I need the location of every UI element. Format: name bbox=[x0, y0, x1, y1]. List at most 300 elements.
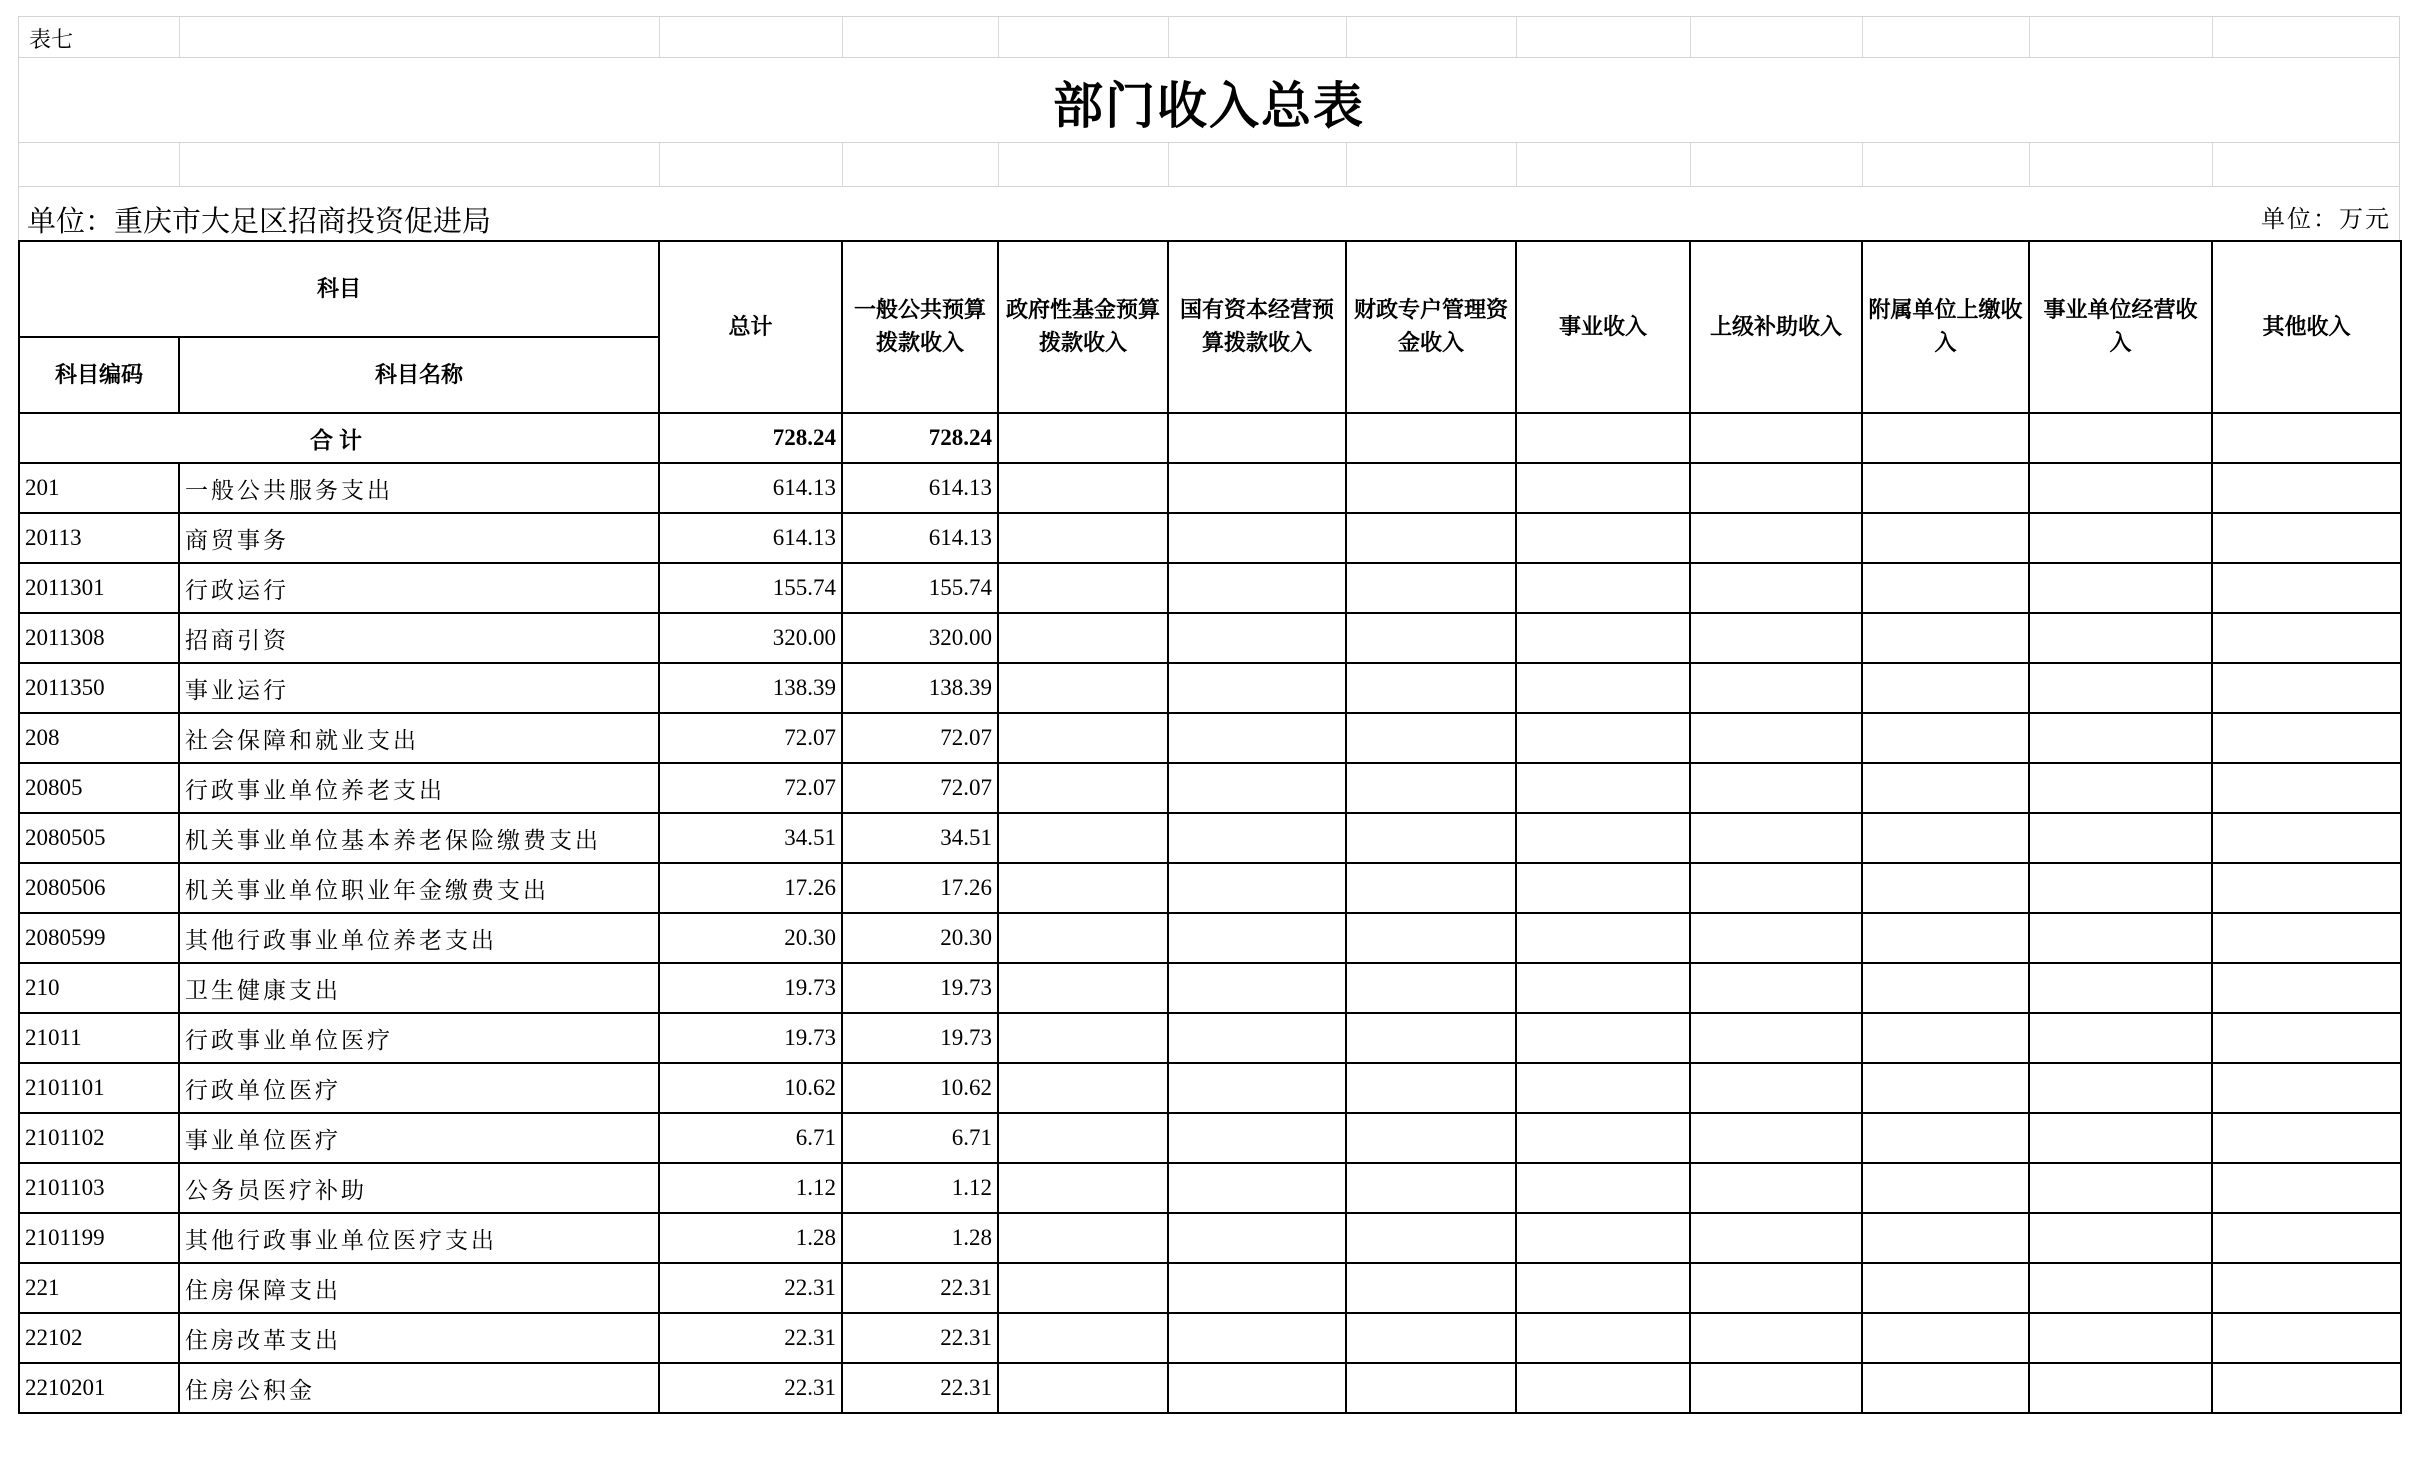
subject-name-cell: 其他行政事业单位养老支出 bbox=[179, 913, 659, 963]
empty-cell bbox=[1168, 763, 1346, 813]
header-subject-group: 科目 bbox=[19, 241, 659, 337]
general-budget-cell: 614.13 bbox=[842, 513, 998, 563]
total-cell: 72.07 bbox=[659, 713, 842, 763]
empty-cell bbox=[2212, 413, 2401, 463]
table-body bbox=[19, 413, 2401, 1413]
total-cell: 10.62 bbox=[659, 1063, 842, 1113]
empty-cell bbox=[2029, 1013, 2212, 1063]
empty-cell bbox=[1516, 763, 1690, 813]
table-row bbox=[19, 513, 2401, 563]
empty-cell bbox=[1862, 463, 2029, 513]
empty-cell bbox=[1168, 413, 1346, 463]
empty-cell bbox=[2212, 913, 2401, 963]
table-row bbox=[19, 463, 2401, 513]
general-budget-cell: 614.13 bbox=[842, 463, 998, 513]
general-budget-cell: 20.30 bbox=[842, 913, 998, 963]
page-title: 部门收入总表 bbox=[1053, 76, 1365, 135]
blank-row bbox=[18, 142, 2400, 186]
total-cell: 138.39 bbox=[659, 663, 842, 713]
subject-name-cell: 住房公积金 bbox=[179, 1363, 659, 1413]
empty-cell bbox=[1862, 1363, 2029, 1413]
empty-cell bbox=[1862, 1113, 2029, 1163]
empty-cell bbox=[1168, 1113, 1346, 1163]
empty-cell bbox=[2029, 1213, 2212, 1263]
empty-cell bbox=[1346, 763, 1516, 813]
empty-cell bbox=[1690, 713, 1862, 763]
empty-cell bbox=[998, 913, 1168, 963]
subject-name-cell: 行政单位医疗 bbox=[179, 1063, 659, 1113]
grid-line bbox=[179, 17, 180, 57]
empty-cell bbox=[1690, 863, 1862, 913]
empty-cell bbox=[2029, 1063, 2212, 1113]
empty-cell bbox=[1168, 1013, 1346, 1063]
total-cell: 22.31 bbox=[659, 1363, 842, 1413]
empty-cell bbox=[2212, 563, 2401, 613]
unit-row bbox=[18, 186, 2400, 240]
subject-code-cell: 20805 bbox=[19, 763, 179, 813]
empty-cell bbox=[1690, 463, 1862, 513]
subject-name-cell: 事业单位医疗 bbox=[179, 1113, 659, 1163]
empty-cell bbox=[998, 1013, 1168, 1063]
total-cell: 17.26 bbox=[659, 863, 842, 913]
empty-cell bbox=[1690, 1363, 1862, 1413]
empty-cell bbox=[1168, 1063, 1346, 1113]
empty-cell bbox=[1346, 663, 1516, 713]
header-subject-code: 科目编码 bbox=[19, 337, 179, 413]
sheet-label: 表七 bbox=[29, 27, 74, 52]
subject-code-cell: 2011350 bbox=[19, 663, 179, 713]
subject-code-cell: 2011308 bbox=[19, 613, 179, 663]
subject-code-cell: 2080505 bbox=[19, 813, 179, 863]
empty-cell bbox=[1346, 713, 1516, 763]
table-row bbox=[19, 713, 2401, 763]
table-row bbox=[19, 1113, 2401, 1163]
empty-cell bbox=[1346, 463, 1516, 513]
empty-cell bbox=[1516, 1313, 1690, 1363]
empty-cell bbox=[1516, 1013, 1690, 1063]
empty-cell bbox=[1346, 863, 1516, 913]
grid-line bbox=[2029, 143, 2030, 186]
header-other-income: 其他收入 bbox=[2212, 241, 2401, 413]
empty-cell bbox=[2212, 463, 2401, 513]
empty-cell bbox=[1168, 463, 1346, 513]
subject-name-cell: 招商引资 bbox=[179, 613, 659, 663]
empty-cell bbox=[1516, 1363, 1690, 1413]
empty-cell bbox=[1346, 513, 1516, 563]
empty-cell bbox=[1862, 563, 2029, 613]
empty-cell bbox=[1862, 1063, 2029, 1113]
empty-cell bbox=[2212, 1163, 2401, 1213]
total-cell: 34.51 bbox=[659, 813, 842, 863]
empty-cell bbox=[1346, 1213, 1516, 1263]
general-budget-cell: 1.28 bbox=[842, 1213, 998, 1263]
total-cell: 155.74 bbox=[659, 563, 842, 613]
table-row bbox=[19, 1263, 2401, 1313]
grid-line bbox=[1516, 17, 1517, 57]
empty-cell bbox=[998, 1313, 1168, 1363]
title-row bbox=[18, 57, 2400, 142]
empty-cell bbox=[2029, 1263, 2212, 1313]
subject-code-cell: 20113 bbox=[19, 513, 179, 563]
subject-name-cell: 事业运行 bbox=[179, 663, 659, 713]
empty-cell bbox=[1516, 613, 1690, 663]
table-row bbox=[19, 813, 2401, 863]
header-general-budget: 一般公共预算拨款收入 bbox=[842, 241, 998, 413]
general-budget-cell: 6.71 bbox=[842, 1113, 998, 1163]
header-affiliated-remit: 附属单位上缴收入 bbox=[1862, 241, 2029, 413]
general-budget-cell: 34.51 bbox=[842, 813, 998, 863]
grid-line bbox=[2212, 17, 2213, 57]
empty-cell bbox=[1346, 1013, 1516, 1063]
empty-cell bbox=[2212, 863, 2401, 913]
empty-cell bbox=[998, 663, 1168, 713]
empty-cell bbox=[1690, 1263, 1862, 1313]
subject-code-cell: 2080506 bbox=[19, 863, 179, 913]
table-row bbox=[19, 863, 2401, 913]
empty-cell bbox=[1690, 613, 1862, 663]
empty-cell bbox=[1346, 1263, 1516, 1313]
empty-cell bbox=[1346, 963, 1516, 1013]
empty-cell bbox=[1862, 1313, 2029, 1363]
empty-cell bbox=[2029, 563, 2212, 613]
total-cell: 614.13 bbox=[659, 513, 842, 563]
total-cell: 1.28 bbox=[659, 1213, 842, 1263]
table-row bbox=[19, 1313, 2401, 1363]
total-cell: 320.00 bbox=[659, 613, 842, 663]
empty-cell bbox=[998, 513, 1168, 563]
empty-cell bbox=[1346, 1063, 1516, 1113]
grid-line bbox=[998, 143, 999, 186]
grid-line bbox=[1862, 17, 1863, 57]
grid-line bbox=[1346, 143, 1347, 186]
table-row bbox=[19, 1363, 2401, 1413]
empty-cell bbox=[1690, 763, 1862, 813]
empty-cell bbox=[1862, 1163, 2029, 1213]
empty-cell bbox=[998, 1113, 1168, 1163]
empty-cell bbox=[1346, 1313, 1516, 1363]
general-budget-cell: 138.39 bbox=[842, 663, 998, 713]
empty-cell bbox=[1862, 613, 2029, 663]
empty-cell bbox=[2212, 1013, 2401, 1063]
empty-cell bbox=[2212, 763, 2401, 813]
grid-line bbox=[1690, 17, 1691, 57]
empty-cell bbox=[1346, 913, 1516, 963]
empty-cell bbox=[1862, 513, 2029, 563]
empty-cell bbox=[1862, 1263, 2029, 1313]
empty-cell bbox=[998, 813, 1168, 863]
empty-cell bbox=[1516, 1113, 1690, 1163]
empty-cell bbox=[2212, 663, 2401, 713]
empty-cell bbox=[1690, 1013, 1862, 1063]
subject-code-cell: 201 bbox=[19, 463, 179, 513]
empty-cell bbox=[1168, 663, 1346, 713]
empty-cell bbox=[1690, 663, 1862, 713]
empty-cell bbox=[1346, 813, 1516, 863]
total-cell: 614.13 bbox=[659, 463, 842, 513]
general-budget-cell: 22.31 bbox=[842, 1363, 998, 1413]
empty-cell bbox=[2029, 813, 2212, 863]
total-cell: 6.71 bbox=[659, 1113, 842, 1163]
empty-cell bbox=[1346, 1113, 1516, 1163]
empty-cell bbox=[2029, 1363, 2212, 1413]
income-table bbox=[18, 240, 2402, 1414]
header-total: 总计 bbox=[659, 241, 842, 413]
grid-line bbox=[1168, 143, 1169, 186]
table-row bbox=[19, 763, 2401, 813]
empty-cell bbox=[1346, 413, 1516, 463]
empty-cell bbox=[2212, 963, 2401, 1013]
total-cell: 1.12 bbox=[659, 1163, 842, 1213]
empty-cell bbox=[2212, 1063, 2401, 1113]
subject-code-cell: 210 bbox=[19, 963, 179, 1013]
empty-cell bbox=[1168, 513, 1346, 563]
table-row bbox=[19, 963, 2401, 1013]
subject-code-cell: 2101103 bbox=[19, 1163, 179, 1213]
total-cell: 22.31 bbox=[659, 1313, 842, 1363]
general-budget-cell: 155.74 bbox=[842, 563, 998, 613]
total-cell: 72.07 bbox=[659, 763, 842, 813]
empty-cell bbox=[1690, 963, 1862, 1013]
subject-code-cell: 2101102 bbox=[19, 1113, 179, 1163]
general-budget-cell: 72.07 bbox=[842, 763, 998, 813]
empty-cell bbox=[998, 613, 1168, 663]
empty-cell bbox=[998, 563, 1168, 613]
empty-cell bbox=[2212, 1363, 2401, 1413]
general-budget-cell: 10.62 bbox=[842, 1063, 998, 1113]
empty-cell bbox=[1862, 1213, 2029, 1263]
empty-cell bbox=[2029, 613, 2212, 663]
empty-cell bbox=[2029, 1163, 2212, 1213]
empty-cell bbox=[1862, 713, 2029, 763]
empty-cell bbox=[998, 463, 1168, 513]
grid-line bbox=[2029, 17, 2030, 57]
empty-cell bbox=[1168, 1363, 1346, 1413]
empty-cell bbox=[2212, 613, 2401, 663]
empty-cell bbox=[2029, 763, 2212, 813]
general-budget-cell: 1.12 bbox=[842, 1163, 998, 1213]
sheet-label-row bbox=[18, 16, 2400, 57]
table-row bbox=[19, 1013, 2401, 1063]
subject-name-cell: 卫生健康支出 bbox=[179, 963, 659, 1013]
general-budget-cell: 19.73 bbox=[842, 963, 998, 1013]
empty-cell bbox=[1346, 563, 1516, 613]
total-cell: 22.31 bbox=[659, 1263, 842, 1313]
empty-cell bbox=[1346, 1163, 1516, 1213]
header-subject-name: 科目名称 bbox=[179, 337, 659, 413]
empty-cell bbox=[2029, 913, 2212, 963]
empty-cell bbox=[998, 1213, 1168, 1263]
empty-cell bbox=[2029, 1313, 2212, 1363]
grid-line bbox=[1862, 143, 1863, 186]
general-budget-cell: 22.31 bbox=[842, 1263, 998, 1313]
empty-cell bbox=[2212, 1263, 2401, 1313]
empty-cell bbox=[998, 1263, 1168, 1313]
empty-cell bbox=[2029, 663, 2212, 713]
empty-cell bbox=[998, 1063, 1168, 1113]
grid-line bbox=[842, 143, 843, 186]
empty-cell bbox=[1862, 913, 2029, 963]
empty-cell bbox=[1862, 963, 2029, 1013]
empty-cell bbox=[1690, 413, 1862, 463]
empty-cell bbox=[998, 763, 1168, 813]
empty-cell bbox=[2212, 1113, 2401, 1163]
empty-cell bbox=[1168, 1163, 1346, 1213]
general-budget-cell: 17.26 bbox=[842, 863, 998, 913]
empty-cell bbox=[2029, 463, 2212, 513]
subject-name-cell: 机关事业单位职业年金缴费支出 bbox=[179, 863, 659, 913]
subject-name-cell: 其他行政事业单位医疗支出 bbox=[179, 1213, 659, 1263]
empty-cell bbox=[1168, 563, 1346, 613]
empty-cell bbox=[1516, 813, 1690, 863]
subject-name-cell: 行政事业单位养老支出 bbox=[179, 763, 659, 813]
grid-line bbox=[842, 17, 843, 57]
table-row bbox=[19, 1213, 2401, 1263]
grid-line bbox=[1346, 17, 1347, 57]
empty-cell bbox=[2212, 1313, 2401, 1363]
subject-code-cell: 21011 bbox=[19, 1013, 179, 1063]
header-special-account: 财政专户管理资金收入 bbox=[1346, 241, 1516, 413]
empty-cell bbox=[998, 963, 1168, 1013]
empty-cell bbox=[1690, 1113, 1862, 1163]
empty-cell bbox=[2212, 1213, 2401, 1263]
empty-cell bbox=[1862, 863, 2029, 913]
grid-line bbox=[1690, 143, 1691, 186]
empty-cell bbox=[1168, 613, 1346, 663]
empty-cell bbox=[1690, 513, 1862, 563]
empty-cell bbox=[1346, 613, 1516, 663]
empty-cell bbox=[1346, 1363, 1516, 1413]
empty-cell bbox=[1516, 963, 1690, 1013]
empty-cell bbox=[1690, 913, 1862, 963]
grid-line bbox=[1516, 143, 1517, 186]
subject-name-cell: 行政运行 bbox=[179, 563, 659, 613]
empty-cell bbox=[1168, 813, 1346, 863]
empty-cell bbox=[1516, 1163, 1690, 1213]
empty-cell bbox=[1690, 1063, 1862, 1113]
total-cell: 19.73 bbox=[659, 963, 842, 1013]
empty-cell bbox=[1516, 663, 1690, 713]
subject-name-cell: 商贸事务 bbox=[179, 513, 659, 563]
empty-cell bbox=[1690, 813, 1862, 863]
empty-cell bbox=[998, 1363, 1168, 1413]
empty-cell bbox=[1168, 1263, 1346, 1313]
grid-line bbox=[179, 143, 180, 186]
empty-cell bbox=[1168, 863, 1346, 913]
empty-cell bbox=[1516, 913, 1690, 963]
grid-line bbox=[659, 143, 660, 186]
header-gov-fund: 政府性基金预算拨款收入 bbox=[998, 241, 1168, 413]
subject-name-cell: 机关事业单位基本养老保险缴费支出 bbox=[179, 813, 659, 863]
empty-cell bbox=[1168, 1313, 1346, 1363]
empty-cell bbox=[2029, 513, 2212, 563]
empty-cell bbox=[1862, 413, 2029, 463]
empty-cell bbox=[2029, 963, 2212, 1013]
table-row bbox=[19, 663, 2401, 713]
subject-code-cell: 22102 bbox=[19, 1313, 179, 1363]
subject-name-cell: 社会保障和就业支出 bbox=[179, 713, 659, 763]
empty-cell bbox=[998, 713, 1168, 763]
subject-name-cell: 住房保障支出 bbox=[179, 1263, 659, 1313]
empty-cell bbox=[1516, 563, 1690, 613]
empty-cell bbox=[1862, 663, 2029, 713]
empty-cell bbox=[998, 1163, 1168, 1213]
total-cell: 20.30 bbox=[659, 913, 842, 963]
empty-cell bbox=[1862, 763, 2029, 813]
empty-cell bbox=[2029, 863, 2212, 913]
header-row-1 bbox=[19, 241, 2401, 337]
empty-cell bbox=[1516, 513, 1690, 563]
spreadsheet bbox=[18, 16, 2400, 1414]
empty-cell bbox=[998, 413, 1168, 463]
empty-cell bbox=[2029, 713, 2212, 763]
header-business-income: 事业收入 bbox=[1516, 241, 1690, 413]
grid-line bbox=[1168, 17, 1169, 57]
empty-cell bbox=[1690, 1213, 1862, 1263]
empty-cell bbox=[2212, 813, 2401, 863]
table-row bbox=[19, 563, 2401, 613]
empty-cell bbox=[1168, 713, 1346, 763]
empty-cell bbox=[1516, 1213, 1690, 1263]
empty-cell bbox=[2029, 413, 2212, 463]
table-row bbox=[19, 1063, 2401, 1113]
header-state-capital: 国有资本经营预算拨款收入 bbox=[1168, 241, 1346, 413]
subject-code-cell: 221 bbox=[19, 1263, 179, 1313]
subject-code-cell: 2210201 bbox=[19, 1363, 179, 1413]
general-budget-cell: 19.73 bbox=[842, 1013, 998, 1063]
unit-label: 单位：万元 bbox=[2261, 207, 2391, 233]
table-row bbox=[19, 913, 2401, 963]
general-budget-cell: 320.00 bbox=[842, 613, 998, 663]
empty-cell bbox=[2212, 513, 2401, 563]
subject-name-cell: 住房改革支出 bbox=[179, 1313, 659, 1363]
empty-cell bbox=[1516, 463, 1690, 513]
general-budget-cell: 72.07 bbox=[842, 713, 998, 763]
grid-line bbox=[2212, 143, 2213, 186]
header-superior-subsidy: 上级补助收入 bbox=[1690, 241, 1862, 413]
empty-cell bbox=[1516, 413, 1690, 463]
table-row bbox=[19, 1163, 2401, 1213]
empty-cell bbox=[1690, 563, 1862, 613]
subject-code-cell: 2101199 bbox=[19, 1213, 179, 1263]
empty-cell bbox=[1690, 1313, 1862, 1363]
empty-cell bbox=[1516, 713, 1690, 763]
header-operating-income: 事业单位经营收入 bbox=[2029, 241, 2212, 413]
total-label: 合计 bbox=[19, 413, 659, 463]
empty-cell bbox=[1862, 1013, 2029, 1063]
total-row bbox=[19, 413, 2401, 463]
empty-cell bbox=[1168, 963, 1346, 1013]
subject-code-cell: 2101101 bbox=[19, 1063, 179, 1113]
empty-cell bbox=[1168, 1213, 1346, 1263]
subject-code-cell: 2080599 bbox=[19, 913, 179, 963]
empty-cell bbox=[1516, 1263, 1690, 1313]
subject-code-cell: 208 bbox=[19, 713, 179, 763]
total-cell: 19.73 bbox=[659, 1013, 842, 1063]
subject-code-cell: 2011301 bbox=[19, 563, 179, 613]
empty-cell bbox=[1690, 1163, 1862, 1213]
grid-line bbox=[659, 17, 660, 57]
subject-name-cell: 公务员医疗补助 bbox=[179, 1163, 659, 1213]
empty-cell bbox=[2212, 713, 2401, 763]
total-general-budget: 728.24 bbox=[842, 413, 998, 463]
subject-name-cell: 一般公共服务支出 bbox=[179, 463, 659, 513]
organization-label: 单位：重庆市大足区招商投资促进局 bbox=[27, 206, 492, 238]
table-row bbox=[19, 613, 2401, 663]
total-sum: 728.24 bbox=[659, 413, 842, 463]
empty-cell bbox=[1168, 913, 1346, 963]
grid-line bbox=[998, 17, 999, 57]
empty-cell bbox=[998, 863, 1168, 913]
